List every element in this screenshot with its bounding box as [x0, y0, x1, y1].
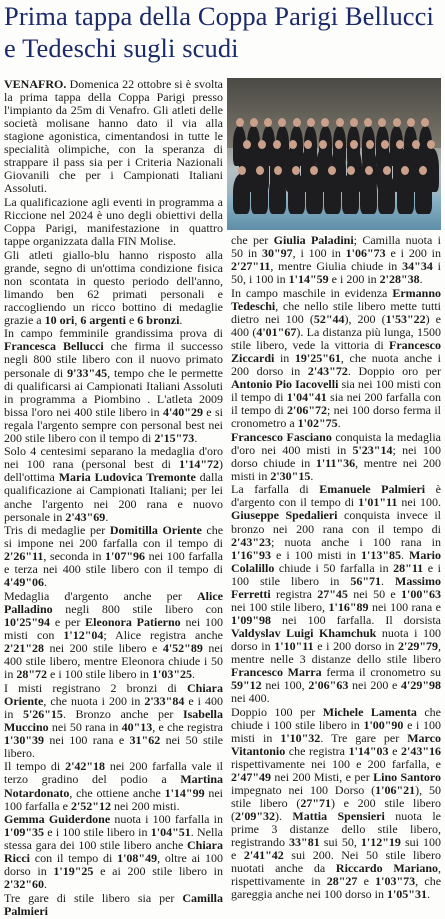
bold-text: Riccardo Mariano: [335, 861, 438, 876]
text-run: nei 400.: [231, 691, 270, 706]
paragraph: [231, 287, 441, 431]
swimmer-face: [350, 118, 358, 127]
bold-text: 1'04"41: [286, 390, 327, 405]
text-run: e per: [50, 614, 86, 629]
text-run: Il tempo di: [4, 759, 66, 774]
bold-text: 1'06"73: [345, 246, 386, 261]
text-run: , e che registra: [152, 719, 223, 734]
text-run: nuota i 100 farfalla in: [110, 812, 223, 827]
paragraph: [4, 524, 223, 589]
bold-text: 1'19"25: [53, 864, 94, 879]
swimmer-face: [289, 140, 297, 149]
swimmer-face: [292, 166, 300, 175]
bold-text: 28"72: [16, 667, 48, 682]
text-run: ), 50 stile libero (: [231, 782, 441, 811]
text-run: , che ottiene anche: [69, 785, 165, 800]
bold-text: 1'14"59: [288, 272, 329, 287]
text-run: i 50, i 100 in: [231, 259, 441, 287]
text-run: rispettivamente nei 100 e 200 farfalla, e: [231, 756, 441, 771]
text-run: e: [388, 743, 402, 758]
paragraph: [4, 892, 223, 918]
swimmer-face: [304, 140, 312, 149]
text-run: e i 200 in: [385, 246, 441, 261]
bold-text: 1'02"75: [297, 416, 338, 431]
swimmer-silhouette: [397, 174, 414, 214]
swimmer-face: [381, 140, 389, 149]
bold-text: Alice Palladino: [4, 588, 223, 616]
text-run: conquista invece il bronzo nei 200 rana con il tempo di: [231, 508, 441, 536]
paragraph: [4, 590, 223, 681]
text-run: .: [419, 272, 423, 287]
bold-text: 2'32"60: [4, 877, 44, 892]
bold-text: 1'53"22: [385, 311, 426, 326]
text-run: ) e 200 stile libero (: [231, 796, 441, 824]
text-run: sia nei 100 misti con il tempo di: [231, 377, 441, 405]
paragraph: [231, 234, 441, 286]
text-run: e i 100 stile libero in: [231, 560, 441, 588]
bold-text: 1'08"49: [117, 851, 158, 866]
text-run: ; nuota anche i 100 rana in: [271, 534, 441, 549]
text-run: sia nei 200 farfalla con il tempo di: [231, 390, 441, 418]
text-run: .: [105, 509, 109, 524]
text-run: chiude i 50 farfalla in: [274, 560, 394, 575]
text-run: e i 100 stile libero in: [47, 667, 152, 682]
bold-text: 1'03"73: [375, 874, 416, 889]
text-run: Solo 4 centesimi separano la medaglia d'oro nei 100 rana (personal best di: [4, 444, 223, 472]
text-run: .: [44, 877, 47, 892]
swimmer-face: [383, 166, 391, 175]
text-run: ; nei 100 dorso ferma il cronometro a: [231, 403, 442, 431]
team-photo: [227, 78, 441, 230]
bold-text: 40"13: [121, 719, 153, 734]
swimmer-face: [274, 166, 282, 175]
bold-text: Domitilla Oriente: [109, 523, 202, 538]
text-run: nei 200 stile libero e: [44, 641, 163, 656]
text-run: Tre gare di stile libero sia per: [4, 890, 183, 905]
bold-text: 27"71: [300, 796, 331, 811]
paragraph: [4, 196, 223, 248]
text-run: , i 100 in: [292, 246, 346, 261]
bold-text: 1'14"03: [348, 743, 389, 758]
bold-text: Mattia Spensieri: [292, 809, 385, 824]
bold-text: Francesco Fasciano: [231, 429, 332, 444]
text-run: che per: [231, 233, 274, 247]
swimmer-face: [307, 118, 315, 127]
bold-text: 19'25"61: [294, 350, 341, 365]
bold-text: 6 argenti: [80, 312, 126, 327]
text-run: Tris di medaglie per: [4, 523, 110, 538]
text-run: nuota le prime 3 distanze dello stile libero, registrando: [231, 809, 441, 850]
swimmer-silhouette: [360, 174, 377, 214]
bold-text: Gemma Guiderdone: [4, 812, 111, 827]
bold-text: 28"27: [326, 874, 358, 889]
text-run: . Doppio oro per: [347, 363, 441, 378]
bold-text: Francesco Marra: [231, 665, 322, 680]
bold-text: 28"11: [393, 560, 424, 575]
bold-text: 1'07"96: [105, 549, 146, 564]
bold-text: Antonio Pio Iacovelli: [231, 377, 339, 392]
text-run: nei 200 farfalla vale il terzo gradino del podio a: [4, 759, 223, 787]
bold-text: 2'42"18: [65, 759, 106, 774]
text-run: sui 100 e: [231, 835, 441, 863]
bold-text: Camilla Palmieri: [4, 890, 223, 918]
text-run: e ai 200 stile libero in: [93, 864, 223, 879]
bold-text: 52"44: [313, 311, 345, 326]
article-column-right: [231, 234, 441, 902]
text-run: . Nella stessa gara dei 100 stile libero anche: [4, 825, 223, 853]
text-run: e i 100 misti in: [271, 547, 361, 562]
bold-text: Ermanno Tedeschi: [231, 285, 441, 313]
bold-text: 1'06"21: [375, 782, 416, 797]
paragraph: [4, 813, 223, 891]
text-run: , oltre ai 100 dorso in: [4, 851, 223, 879]
bold-text: VENAFRO.: [4, 77, 67, 91]
text-run: Gli atleti giallo-blu hanno risposto alla grande, segno di un'ottima condizione fisica non scontata in questo periodo dell'anno, limando ben 62 primati personali e raccogliendo un ricco bottino di medaglie grazie a: [4, 247, 223, 327]
text-run: , rispettivamente in: [231, 861, 441, 889]
text-run: , mentre Giulia chiude in: [270, 259, 403, 274]
text-run: nei 50 rana in: [48, 719, 122, 734]
text-run: I misti registrano 2 bronzi di: [4, 680, 187, 695]
bold-text: 1'03"25: [152, 667, 192, 682]
paragraph: [231, 706, 441, 902]
swimmer-silhouette: [306, 174, 323, 214]
text-run: In campo maschile in evidenza: [231, 285, 393, 300]
swimmer-face: [347, 166, 355, 175]
bold-text: 2'43"72: [307, 363, 348, 378]
text-run: , mentre nei 200 misti in: [231, 455, 441, 483]
bold-text: Mario Colalillo: [231, 547, 441, 575]
text-run: e i 200 in: [328, 272, 380, 287]
bold-text: 59"12: [231, 678, 262, 693]
text-run: nei 200 e: [348, 678, 401, 693]
bold-text: 4'52"89: [162, 641, 203, 656]
text-run: sui 200. Nei 50 stile libero nuotati anche da: [231, 848, 441, 876]
text-run: che firma il successo negli 800 stile libero con il nuovo primato personale di: [4, 339, 224, 380]
swimmer-face: [238, 166, 246, 175]
text-run: nei 100,: [261, 678, 309, 693]
bold-text: 6 bronzi: [137, 312, 180, 327]
swimmer-face: [365, 166, 373, 175]
bold-text: Giulia Paladini: [273, 233, 354, 247]
bold-text: 2'41"42: [243, 848, 284, 863]
bold-text: 10 ori: [44, 312, 75, 327]
text-run: che si impone nei 200 farfalla con il tempo di: [4, 523, 224, 551]
bold-text: 1'10"32: [280, 730, 321, 745]
text-run: nei 200 misti.: [110, 798, 180, 813]
paragraph: [4, 760, 223, 812]
text-run: e i 400 in: [4, 693, 223, 721]
text-run: registra: [270, 586, 318, 601]
bold-text: 1'12"04: [63, 627, 104, 642]
bold-text: Chiara Ricci: [4, 838, 223, 866]
text-run: ,: [74, 312, 81, 327]
paragraph: [4, 445, 223, 523]
text-run: , seconda in: [43, 549, 106, 564]
text-run: , che nuota anche i 200 dorso in: [231, 350, 441, 378]
swimmer-face: [258, 140, 266, 149]
bold-text: 2'47"49: [231, 769, 271, 784]
text-run: ; nei 100 dorso chiude in: [231, 442, 441, 470]
bold-text: 1'09"98: [231, 612, 271, 627]
text-run: ; Alice registra anche: [103, 627, 223, 642]
bold-text: Eleonora Patierno: [85, 614, 181, 629]
text-run: nei 50 stile libero.: [4, 732, 223, 760]
bold-text: 5'23"14: [352, 442, 393, 457]
bold-text: 2'43"23: [231, 534, 271, 549]
paragraph: [231, 431, 441, 483]
text-run: nei 100 farfalla e: [4, 785, 223, 813]
swimmer-face: [243, 140, 251, 149]
bold-text: Massimo Ferretti: [231, 573, 441, 601]
bold-text: 1'11"36: [315, 455, 356, 470]
bold-text: 2'21"28: [4, 641, 44, 656]
text-run: che registra: [285, 743, 349, 758]
text-run: con il tempo di: [30, 851, 118, 866]
bold-text: Isabella Muccino: [4, 706, 223, 734]
bold-text: 2'29"79: [398, 638, 438, 653]
text-run: La farfalla di: [231, 482, 320, 497]
text-run: è d'argento con il tempo di: [231, 482, 441, 510]
bold-text: 56"71: [350, 573, 381, 588]
bold-text: 1'12"19: [360, 835, 401, 850]
bold-text: Chiara Oriente: [4, 680, 223, 708]
bold-text: 34"34: [402, 259, 433, 274]
swimmer-face: [236, 118, 244, 127]
bold-text: 4'40"29: [162, 404, 203, 419]
bold-text: 9'33"45: [67, 365, 108, 380]
text-run: Domenica 22 ottobre si è svolta la prima tappa della Coppa Parigi presso l'impianto da 25m di Venafro. Gli atleti delle società molisane hanno dato il via alla stagione agonistica, cimentandosi in tutte le specialità olimpiche, con la speranza di strappare il pass sia per i Criteria Nazionali Giovanili che per i Campionati Italiani Assoluti.: [4, 77, 223, 196]
text-run: . Tre gare per: [320, 730, 408, 745]
bold-text: Martina Notardonato: [4, 772, 223, 800]
bold-text: Francesco Ziccardi: [231, 337, 441, 365]
text-run: che chiude i 100 stile libero in: [231, 704, 441, 732]
text-run: ; Camilla nuota i 50 in: [231, 233, 441, 261]
text-run: In campo femminile grandissima prova di: [4, 326, 223, 341]
text-run: e i 100 stile libero in: [44, 825, 151, 840]
text-run: nei 200 Misti, e per: [271, 769, 374, 784]
bold-text: 2'43"16: [401, 743, 442, 758]
text-run: ferma il cronometro su: [321, 665, 441, 680]
bold-text: 2'06"63: [308, 678, 349, 693]
swimmer-face: [264, 118, 272, 127]
swimmer-face: [293, 118, 301, 127]
text-run: nuota i 100 dorso in: [231, 625, 442, 653]
swimmer-silhouette: [288, 174, 305, 214]
text-run: e i 200 dorso in: [313, 638, 398, 653]
bold-text: 2'15"73: [154, 430, 195, 445]
bold-text: 4'49"06: [4, 575, 44, 590]
paragraph: [4, 327, 223, 444]
paragraph: [4, 249, 223, 327]
text-run: .: [310, 468, 314, 483]
text-run: e: [357, 874, 376, 889]
text-run: nei 50 e: [347, 586, 401, 601]
swimmer-silhouette: [233, 174, 250, 214]
bold-text: Francesca Bellucci: [4, 339, 104, 354]
swimmer-silhouette: [342, 174, 359, 214]
bold-text: 1'14"72: [179, 457, 219, 472]
bold-text: 2'06"72: [287, 403, 328, 418]
text-run: . Bronzo anche per: [62, 706, 183, 721]
swimmer-face: [256, 166, 264, 175]
text-run: e i 100 misti in: [231, 717, 441, 745]
text-run: .: [401, 547, 409, 562]
bold-text: 30"97: [262, 246, 293, 261]
text-run: in: [274, 350, 295, 365]
bold-text: 5'26"15: [22, 706, 63, 721]
bold-text: 2'27"11: [231, 259, 271, 274]
bold-text: 27"45: [317, 586, 348, 601]
text-run: nei 100 farfalla. Il dorsista: [271, 612, 441, 627]
bold-text: 1'00"63: [401, 586, 441, 601]
bold-text: Maria Ludovica Tremonte: [58, 470, 196, 485]
text-run: nei 100.: [397, 495, 441, 510]
bold-text: 10'25"94: [4, 614, 50, 629]
bold-text: 4'01"67: [256, 324, 297, 339]
swimmer-silhouette: [269, 174, 286, 214]
text-run: nei 400 stile libero, mentre Eleonora chiude i 50 in: [4, 641, 223, 682]
bold-text: 1'01"11: [358, 495, 398, 510]
bold-text: 1'30"39: [4, 732, 44, 747]
swimmer-face: [250, 118, 258, 127]
swimmer-silhouette: [378, 174, 395, 214]
swimmer-face: [335, 140, 343, 149]
bold-text: 2'09"32: [235, 809, 275, 824]
bold-text: 2'28"38: [379, 272, 420, 287]
text-run: nei 100 misti con: [4, 614, 223, 642]
text-run: nei 100 rana e: [44, 732, 130, 747]
bold-text: 1'09"35: [4, 825, 44, 840]
text-run: , che gareggia anche nei 100 dorso in: [231, 874, 442, 902]
paragraph: [4, 78, 223, 195]
text-run: nei 100 stile libero,: [231, 599, 329, 614]
swimmer-silhouette: [251, 174, 268, 214]
text-run: La qualificazione agli eventi in programma a Riccione nel 2024 è uno degli obiettivi della Coppa Parigi, manifestazione in quattro tappe organizzata dalla FIN Molise.: [4, 194, 223, 249]
paragraph: [4, 682, 223, 760]
swimmer-silhouette: [324, 174, 341, 214]
text-run: ) e 400 (: [231, 311, 441, 339]
swimmer-face: [364, 118, 372, 127]
text-run: dalla qualificazione ai Campionati Italiani; per lei anche l'argento nei 200 rana e nuovo personale in: [4, 470, 223, 524]
text-run: ), 200 (: [344, 311, 386, 326]
article-column-left: [4, 78, 223, 919]
bold-text: 1'00"90: [363, 717, 404, 732]
bold-text: 1'10"11: [274, 638, 314, 653]
bold-text: 31"62: [129, 732, 161, 747]
bold-text: Valdyslav Luigi Khamchuk: [231, 625, 377, 640]
swimmer-face: [366, 140, 374, 149]
bold-text: Emanuele Palmieri: [319, 482, 426, 497]
text-run: .: [194, 430, 198, 445]
headline: Prima tappa della Coppa Parigi Bellucci e Tedeschi sugli scudi: [4, 1, 434, 63]
text-run: e si regala l'argento sempre con personal best nei 200 stile libero con il tempo di: [4, 404, 223, 445]
bold-text: 2'52"12: [70, 798, 111, 813]
text-run: .: [179, 312, 183, 327]
text-run: ). La distanza più lunga, 1500 stile libero, vede la vittoria di: [231, 324, 441, 352]
bold-text: 2'30"15: [270, 468, 311, 483]
bold-text: 1'16"89: [328, 599, 369, 614]
text-run: .: [337, 416, 341, 431]
text-run: sui 50,: [319, 835, 361, 850]
bold-text: 2'43"69: [65, 509, 106, 524]
bold-text: 1'04"51: [150, 825, 191, 840]
text-run: ).: [275, 809, 293, 824]
swimmer-face: [393, 118, 401, 127]
paragraph: [231, 483, 441, 705]
bold-text: 1'16"93: [231, 547, 271, 562]
bold-text: 1'13"85: [361, 547, 401, 562]
text-run: ) dell'ottima: [4, 457, 223, 485]
swimmer-face: [407, 118, 415, 127]
bold-text: Marco Vitantonio: [231, 730, 441, 758]
bold-text: Michele Lamenta: [322, 704, 417, 719]
text-run: Medaglia d'argento anche per: [4, 588, 197, 603]
swimmer-face: [336, 118, 344, 127]
text-run: .: [192, 667, 195, 682]
bold-text: 2'33"84: [144, 693, 185, 708]
bold-text: 1'14"99: [164, 785, 205, 800]
text-run: , tempo che le permette di qualificarsi ai Campionati Italiani Assoluti in programma a Piombino . L'atleta 2009 bissa l'oro nei 400 stile libero in: [4, 365, 223, 419]
text-run: .: [426, 887, 430, 902]
text-run: impegnato nei 100 Dorso (: [231, 782, 376, 797]
bold-text: 2'26"11: [4, 549, 44, 564]
swimmer-face: [412, 140, 420, 149]
bold-text: 33"81: [289, 835, 320, 850]
bold-text: 1'05"31: [386, 887, 427, 902]
bold-text: Lino Santoro: [373, 769, 442, 784]
swimmer-silhouette: [415, 174, 432, 214]
text-run: negli 800 stile libero con: [52, 601, 223, 616]
bold-text: 4'29"98: [400, 678, 441, 693]
text-run: , che nuota i 200 in: [43, 693, 145, 708]
text-run: .: [44, 575, 47, 590]
text-run: , mentre nelle 3 distanze dello stile libero: [231, 638, 441, 666]
text-run: , che nello stile libero mette tutti dietro nei 100 (: [231, 298, 441, 326]
text-run: .: [381, 573, 395, 588]
text-run: conquista la medaglia d'oro nei 400 misti in: [231, 429, 441, 457]
text-run: nei 100 rana e: [368, 599, 441, 614]
text-run: Doppio 100 per: [231, 704, 323, 719]
text-run: e: [125, 312, 138, 327]
bold-text: Giuseppe Spedalieri: [231, 508, 338, 523]
text-run: nei 100 farfalla e terza nei 400 stile libero con il tempo di: [4, 549, 223, 577]
